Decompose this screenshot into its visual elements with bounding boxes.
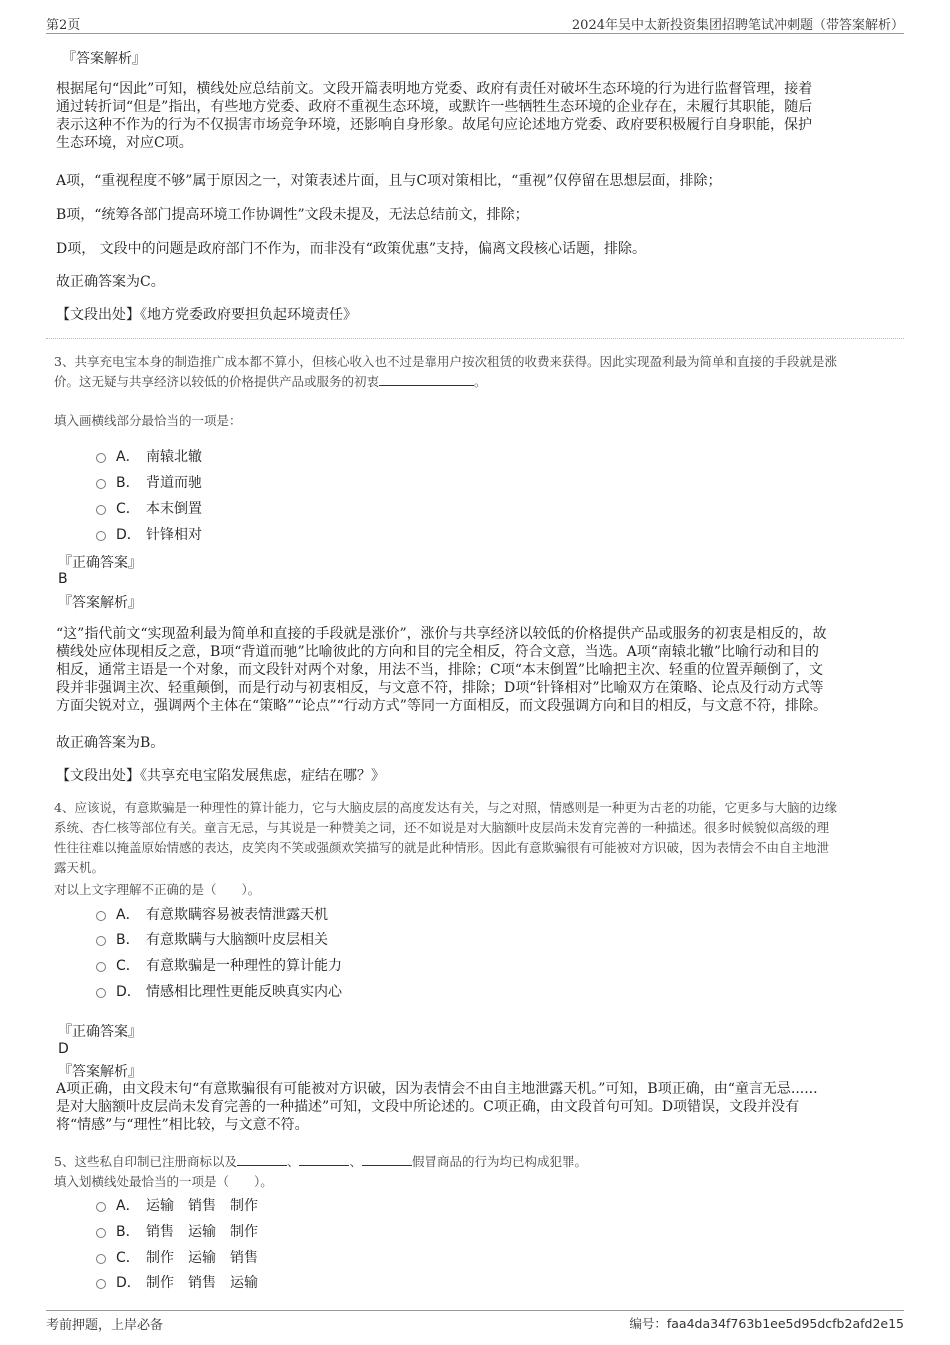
q2-analysis-text: [56, 80, 896, 152]
q3-conclusion: 故正确答案为B。: [56, 735, 165, 751]
q2-analysis-line: 生态环境，对应C项。: [56, 135, 193, 151]
q2-analysis-line: 根据尾句“因此”可知，横线处应总结前文。文段开篇表明地方党委、政府有责任对破坏生态环境的行为进行监督管理，接着: [56, 81, 813, 97]
radio-button[interactable]: [96, 1202, 106, 1212]
q5-option-d[interactable]: D． 制作 销售 运输: [96, 1272, 272, 1292]
q3-analysis-line: 段并非强调主次、轻重颠倒，而是行动与初衷相反，与文意不符，排除；D项“针锋相对”比喻双方在策略、论点及行动方式等: [56, 680, 824, 696]
q3-source: 【文段出处】《共享充电宝陷发展焦虑，症结在哪？》: [56, 768, 385, 784]
q4-option-d[interactable]: D． 情感相比理性更能反映真实内心: [96, 981, 342, 1001]
q2-option-d-note: D项， 文段中的问题是政府部门不作为，而非没有“政策优惠”支持，偏离文段核心话题，排除。: [56, 241, 646, 257]
section-divider: [46, 338, 904, 339]
q4-option-a[interactable]: A． 有意欺瞒容易被表情泄露天机: [96, 904, 328, 924]
q5-fill-blank: [299, 1153, 349, 1166]
q2-source: 【文段出处】《地方党委政府要担负起环境责任》: [56, 307, 357, 323]
q4-option-c[interactable]: C． 有意欺骗是一种理性的算计能力: [96, 955, 342, 975]
radio-button[interactable]: [96, 505, 106, 515]
radio-button[interactable]: [96, 479, 106, 489]
q4-analysis-line: 是对大脑额叶皮层尚未发育完善的一种描述”可知，文段中所论述的。C项正确，由文段首句可知。D项错误，文段并没有: [56, 1099, 800, 1115]
q3-prompt: 填入画横线部分最恰当的一项是：: [54, 413, 242, 428]
q4-stem-line: 露天机。: [54, 860, 105, 875]
q3-stem-line: 价。这无疑与共享经济以较低的价格提供产品或服务的初衷 。: [54, 374, 487, 389]
footer-divider: [46, 1310, 904, 1311]
q4-answer: D: [58, 1041, 69, 1057]
q4-analysis-line: 将“情感”与“理性”相比较，与文意不符。: [56, 1117, 309, 1133]
q4-stem-line: 系统、杏仁核等部位有关。童言无忌，与其说是一种赞美之词，还不如说是对大脑额叶皮层尚未发育完善的一种描述。很多时候貌似高级的理: [54, 820, 830, 835]
q3-option-c[interactable]: C． 本末倒置: [96, 498, 202, 518]
footer-slogan: 考前押题，上岸必备: [46, 1318, 164, 1333]
q3-option-b[interactable]: B． 背道而驰: [96, 472, 202, 492]
page-number: 第2页: [46, 18, 81, 33]
q3-analysis-label: 『答案解析』: [58, 595, 142, 611]
q3-stem: [54, 352, 902, 392]
q4-answer-label: 『正确答案』: [58, 1024, 142, 1040]
q4-prompt: 对以上文字理解不正确的是（ ）。: [54, 882, 261, 897]
q5-option-b[interactable]: B． 销售 运输 制作: [96, 1221, 272, 1241]
q3-option-d[interactable]: D． 针锋相对: [96, 524, 202, 544]
q3-analysis-line: 方面尖锐对立，强调两个主体在“策略”“论点”“行动方式”等同一方面相反，而文段强调方向和目的相反，与文意不符，排除。: [56, 698, 827, 714]
radio-button[interactable]: [96, 962, 106, 972]
q4-stem-line: 4、应该说，有意欺骗是一种理性的算计能力，它与大脑皮层的高度发达有关，与之对照，情感则是一种更为古老的功能，它更多与大脑的边缘: [54, 800, 837, 815]
q2-conclusion: 故正确答案为C。: [56, 274, 165, 290]
radio-button[interactable]: [96, 988, 106, 998]
q3-stem-line: 3、共享充电宝本身的制造推广成本都不算小，但核心收入也不过是靠用户按次租赁的收费来获得。因此实现盈利最为简单和直接的手段就是涨: [54, 354, 837, 369]
q3-analysis-line: 相反，通常主语是一个对象，而文段针对两个对象，用法不当，排除；C项“本末倒置”比喻把主次、轻重的位置弄颠倒了，文: [56, 662, 824, 678]
q5-stem: 5、这些私自印制已注册商标以及 、 、 假冒商品的行为均已构成犯罪。: [54, 1154, 588, 1169]
q2-analysis-line: 表示这种不作为的行为不仅损害市场竞争环境，还影响自身形象。故尾句应论述地方党委、政府要积极履行自身职能，保护: [56, 117, 812, 133]
radio-button[interactable]: [96, 1279, 106, 1289]
q2-analysis-label: 『答案解析』: [62, 51, 146, 67]
q5-option-a[interactable]: A． 运输 销售 制作: [96, 1195, 272, 1215]
q3-answer: B: [58, 571, 68, 587]
q5-fill-blank: [362, 1153, 412, 1166]
header-divider: [46, 33, 904, 34]
q3-analysis-text: [56, 625, 896, 715]
q3-option-a[interactable]: A． 南辕北辙: [96, 446, 202, 466]
q2-option-a-note: A项，“重视程度不够”属于原因之一，对策表述片面，且与C项对策相比，“重视”仅停留在思想层面，排除；: [56, 173, 722, 189]
q4-option-b[interactable]: B． 有意欺瞒与大脑额叶皮层相关: [96, 929, 328, 949]
radio-button[interactable]: [96, 1254, 106, 1264]
q3-analysis-line: 横线处应体现相反之意，B项“背道而驰”比喻彼此的方向和目的完全相反，符合文意，当选。A项“南辕北辙”比喻行动和目的: [56, 644, 820, 660]
radio-button[interactable]: [96, 911, 106, 921]
q3-fill-blank: [379, 373, 474, 386]
document-title: 2024年吴中太新投资集团招聘笔试冲刺题（带答案解析）: [571, 18, 904, 33]
q4-stem: [54, 798, 902, 878]
q4-analysis-text: [56, 1080, 896, 1134]
q2-analysis-line: 通过转折词“但是”指出，有些地方党委、政府不重视生态环境，或默许一些牺牲生态环境的企业存在，未履行其职能，随后: [56, 99, 813, 115]
radio-button[interactable]: [96, 453, 106, 463]
radio-button[interactable]: [96, 1228, 106, 1238]
q5-option-c[interactable]: C． 制作 运输 销售: [96, 1247, 272, 1267]
q4-stem-line: 性往往难以掩盖原始情感的表达，皮笑肉不笑或强颜欢笑描写的就是此种情形。因此有意欺骗很有可能被对方识破，因为表情会不由自主地泄: [54, 840, 830, 855]
q3-analysis-line: “这”指代前文“实现盈利最为简单和直接的手段就是涨价”，涨价与共享经济以较低的价格提供产品或服务的初衷是相反的，故: [56, 626, 827, 642]
q5-prompt: 填入划横线处最恰当的一项是（ ）。: [54, 1174, 273, 1189]
q3-answer-label: 『正确答案』: [58, 555, 142, 571]
q5-fill-blank: [237, 1153, 287, 1166]
radio-button[interactable]: [96, 936, 106, 946]
q4-analysis-line: A项正确，由文段末句“有意欺骗很有可能被对方识破，因为表情会不由自主地泄露天机。”可知，B项正确，由“童言无忌......: [56, 1081, 818, 1097]
radio-button[interactable]: [96, 531, 106, 541]
q4-analysis-label: 『答案解析』: [58, 1064, 142, 1080]
footer-serial-number: 编号：faa4da34f763b1ee5d95dcfb2afd2e15: [629, 1316, 904, 1331]
q2-option-b-note: B项，“统筹各部门提高环境工作协调性”文段未提及，无法总结前文，排除；: [56, 207, 529, 223]
